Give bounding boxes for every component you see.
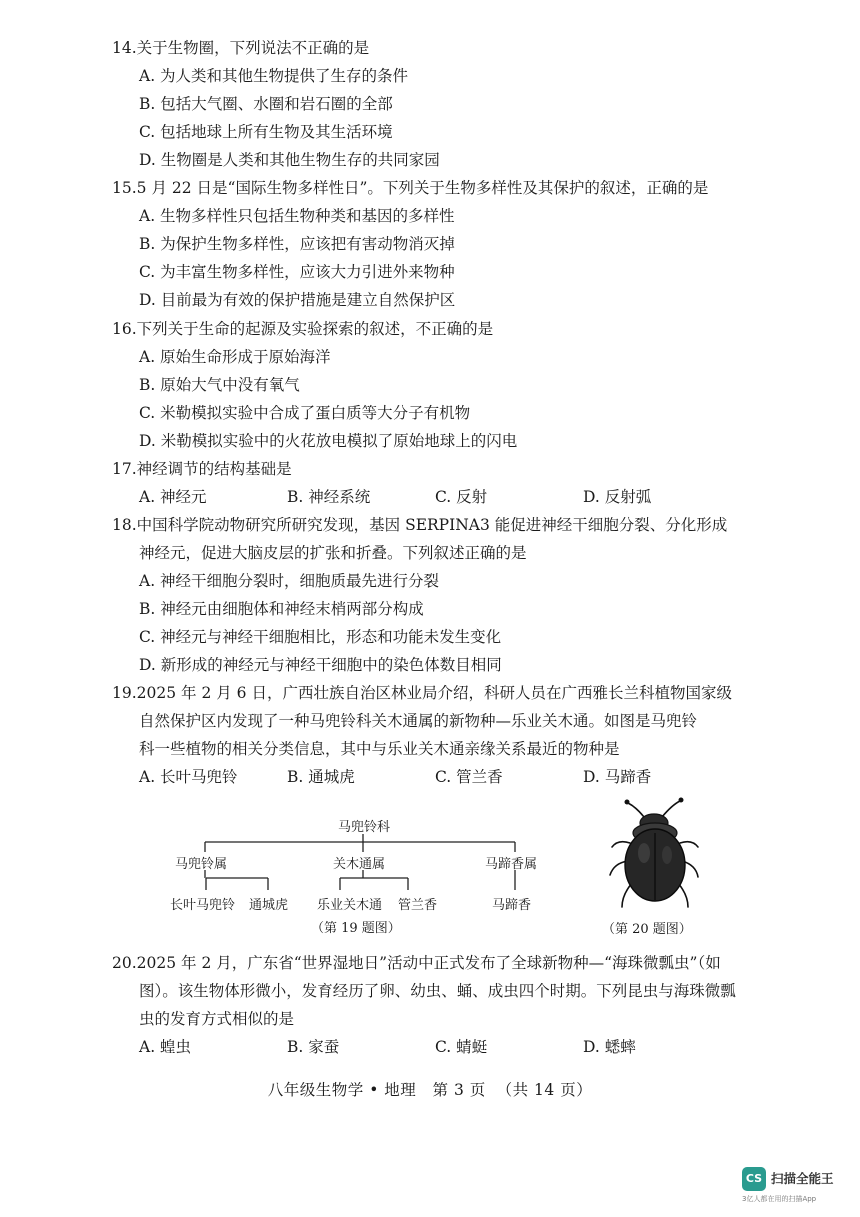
question-16 [112,315,812,455]
question-18 [112,511,812,679]
watermark-app-name: 扫描全能王 [771,1171,834,1186]
camscanner-logo-icon: CS [742,1167,766,1191]
question-stem: 16.下列关于生命的起源及实验探索的叙述，不正确的是 [112,320,494,338]
option-b: B. 原始大气中没有氧气 [139,376,300,394]
option-a: A. 神经干细胞分裂时，细胞质最先进行分裂 [139,572,440,590]
family-label: 马兜铃科 [338,820,391,835]
option-d: D. 米勒模拟实验中的火花放电模拟了原始地球上的闪电 [139,432,518,450]
option-d: D. 反射弧 [583,488,652,506]
options-row [112,1033,812,1061]
species-label: 乐业关木通 [317,898,383,913]
genus-label: 关木通属 [333,857,386,872]
option-b: B. 包括大气圈、水圈和岩石圈的全部 [139,95,393,113]
scanner-watermark [742,1163,852,1207]
option-b: B. 神经系统 [287,488,371,506]
species-label: 长叶马兜铃 [170,898,236,913]
option-a: A. 长叶马兜铃 [139,768,238,786]
question-14 [112,34,812,174]
question-stem: 15.5 月 22 日是“国际生物多样性日”。下列关于生物多样性及其保护的叙述，正确的是 [112,179,709,197]
species-label: 管兰香 [398,898,438,913]
question-stem-continued: 科一些植物的相关分类信息，其中与乐业关木通亲缘关系最近的物种是 [139,740,620,758]
question-stem: 14.关于生物圈，下列说法不正确的是 [112,39,370,57]
option-d: D. 新形成的神经元与神经干细胞中的染色体数目相同 [139,656,502,674]
option-c: C. 蜻蜓 [435,1038,488,1056]
question-stem-continued: 虫的发育方式相似的是 [139,1010,295,1028]
species-label: 马蹄香 [492,898,532,913]
question-stem: 20.2025 年 2 月，广东省“世界湿地日”活动中正式发布了全球新物种—“海珠微瓢虫”（如 [112,954,721,972]
question-stem-continued: 图）。该生物体形微小，发育经历了卵、幼虫、蛹、成虫四个时期。下列昆虫与海珠微瓢 [139,982,736,1000]
options-row [112,763,812,791]
option-c: C. 为丰富生物多样性，应该大力引进外来物种 [139,263,455,281]
figure-caption: （第 20 题图） [602,922,692,937]
option-b: B. 通城虎 [287,768,355,786]
figure-caption: （第 19 题图） [311,921,401,936]
option-a: A. 神经元 [139,488,207,506]
question-stem: 19.2025 年 2 月 6 日，广西壮族自治区林业局介绍，科研人员在广西雅长兰科植物国家级 [112,684,732,702]
option-c: C. 包括地球上所有生物及其生活环境 [139,123,393,141]
question-15 [112,174,812,314]
question-stem-continued: 自然保护区内发现了一种马兜铃科关木通属的新物种—乐业关木通。如图是马兜铃 [139,712,698,730]
option-a: A. 为人类和其他生物提供了生存的条件 [139,67,409,85]
option-a: A. 生物多样性只包括生物种类和基因的多样性 [139,207,455,225]
page-footer: 八年级生物学 • 地理 第 3 页 （共 14 页） [267,1081,593,1099]
question-stem-continued: 神经元，促进大脑皮层的扩张和折叠。下列叙述正确的是 [139,544,527,562]
option-d: D. 生物圈是人类和其他生物生存的共同家园 [139,151,440,169]
genus-label: 马蹄香属 [485,857,538,872]
option-c: C. 神经元与神经干细胞相比，形态和功能未发生变化 [139,628,502,646]
option-c: C. 米勒模拟实验中合成了蛋白质等大分子有机物 [139,404,471,422]
options-row [112,483,812,511]
option-b: B. 家蚕 [287,1038,340,1056]
watermark-tagline: 3亿人都在用的扫描App [742,1195,817,1203]
option-c: C. 反射 [435,488,488,506]
option-c: C. 管兰香 [435,768,503,786]
option-a: A. 原始生命形成于原始海洋 [139,348,331,366]
option-d: D. 目前最为有效的保护措施是建立自然保护区 [139,291,456,309]
option-b: B. 神经元由细胞体和神经末梢两部分构成 [139,600,424,618]
genus-label: 马兜铃属 [175,857,228,872]
option-a: A. 蝗虫 [139,1038,192,1056]
figure-19-tree [150,812,570,942]
question-17 [112,455,812,511]
option-d: D. 马蹄香 [583,768,652,786]
option-b: B. 为保护生物多样性，应该把有害动物消灭掉 [139,235,455,253]
question-stem: 17.神经调节的结构基础是 [112,460,292,478]
option-d: D. 蟋蟀 [583,1038,636,1056]
species-label: 通城虎 [249,898,289,913]
question-stem: 18.中国科学院动物研究所研究发现，基因 SERPINA3 能促进神经干细胞分裂、分化形成 [112,516,728,534]
question-20 [112,949,812,1061]
figure-20-beetle [600,795,710,945]
ladybird-beetle-image [600,795,710,920]
question-19 [112,679,812,791]
